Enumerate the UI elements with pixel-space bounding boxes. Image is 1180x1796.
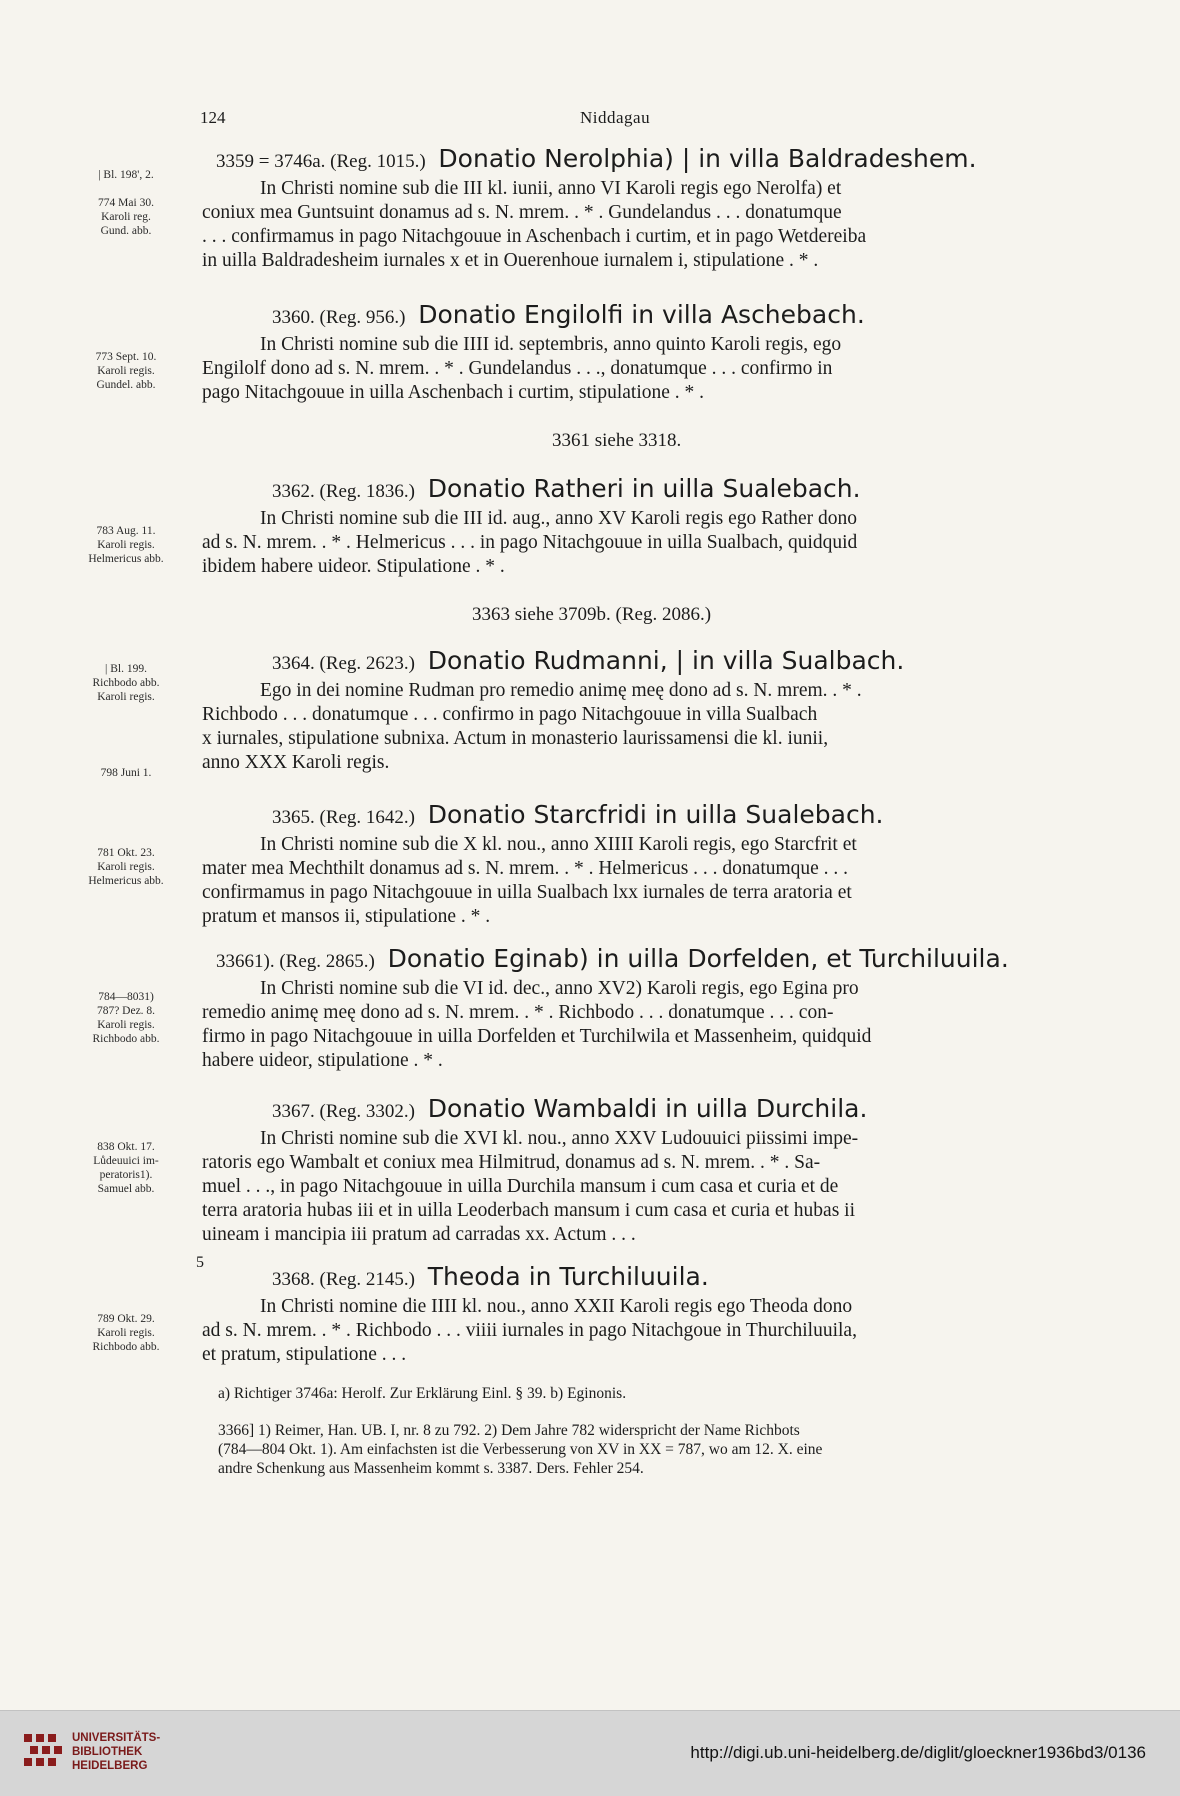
text-line: In Christi nomine die IIII kl. nou., anno XXII Karoli regis ego Theoda dono — [260, 1296, 853, 1317]
footnote-line: (784—804 Okt. 1). Am einfachsten ist die Verbesserung von XV in XX = 787, wo am 12. X. eine — [218, 1441, 823, 1458]
text-line: muel . . ., in pago Nitachgouue in uilla Durchila mansum i cum casa et curia et de — [202, 1176, 839, 1197]
text-line: ratoris ego Wambalt et coniux mea Hilmitrud, donamus ad s. N. mrem. . * . Sa- — [202, 1152, 821, 1173]
margin-note: 783 Aug. 11. Karoli regis. Helmericus abb. — [88, 525, 164, 565]
library-logo-icon — [22, 1728, 68, 1778]
text-line: uineam i mancipia iii pratum ad carradas xx. Actum . . . — [202, 1224, 636, 1245]
text-line: Ego in dei nomine Rudman pro remedio animę meę dono ad s. N. mrem. . * . — [260, 680, 862, 701]
text-line: ibidem habere uideor. Stipulatione . * . — [202, 556, 505, 577]
text-line: anno XXX Karoli regis. — [202, 752, 390, 773]
charter-entry — [202, 1094, 1072, 1247]
text-line: In Christi nomine sub die III id. aug., anno XV Karoli regis ego Rather dono — [260, 508, 857, 529]
charter-entry — [202, 646, 1072, 775]
charter-entry — [202, 1262, 1072, 1367]
text-line: terra aratoria hubas iii et in uilla Leoderbach mansum i cum casa et curia et hubas ii — [202, 1200, 855, 1221]
entry-heading: 3359 = 3746a. (Reg. 1015.) Donatio Nerolphia) | in villa Baldradeshem. — [216, 144, 977, 173]
text-line: pratum et mansos ii, stipulatione . * . — [202, 906, 491, 927]
text-line: coniux mea Guntsuint donamus ad s. N. mrem. . * . Gundelandus . . . donatumque — [202, 202, 842, 223]
charter-entry — [202, 800, 1072, 929]
entry-heading: 3367. (Reg. 3302.) Donatio Wambaldi in uilla Durchila. — [272, 1094, 868, 1123]
entry-heading: 33661). (Reg. 2865.) Donatio Eginab) in uilla Dorfelden, et Turchiluuila. — [216, 944, 1009, 973]
text-line: x iurnales, stipulatione subnixa. Actum in monasterio laurissamensi die kl. iunii, — [202, 728, 829, 749]
text-line: In Christi nomine sub die IIII id. septembris, anno quinto Karoli regis, ego — [260, 334, 842, 355]
library-name: UNIVERSITÄTS- BIBLIOTHEK HEIDELBERG — [72, 1732, 161, 1772]
margin-note: 781 Okt. 23. Karoli regis. Helmericus abb. — [88, 847, 164, 887]
text-line: ad s. N. mrem. . * . Richbodo . . . viiii iurnales in pago Nitachgoue in Thurchiluuila, — [202, 1320, 857, 1341]
margin-note: 838 Okt. 17. Lůdeuuici im- peratoris1). Samuel abb. — [93, 1141, 159, 1195]
text-line: confirmamus in pago Nitachgouue in uilla Sualbach lxx iurnales de terra aratoria et — [202, 882, 852, 903]
entry-heading: 3362. (Reg. 1836.) Donatio Ratheri in uilla Sualebach. — [272, 474, 861, 503]
text-line: In Christi nomine sub die XVI kl. nou., anno XXV Ludouuici piissimi impe- — [260, 1128, 859, 1149]
line-number: 5 — [196, 1254, 204, 1271]
text-line: remedio animę meę dono ad s. N. mrem. . * . Richbodo . . . donatumque . . . con- — [202, 1002, 834, 1023]
running-title: Niddagau — [580, 108, 651, 127]
text-line: mater mea Mechthilt donamus ad s. N. mrem. . * . Helmericus . . . donatumque . . . — [202, 858, 849, 879]
text-line: pago Nitachgouue in uilla Aschenbach i curtim, stipulatione . * . — [202, 382, 705, 403]
margin-note: | Bl. 198', 2. 774 Mai 30. Karoli reg. Gund. abb. — [98, 169, 154, 237]
charter-entry — [202, 944, 1072, 1073]
charter-entry — [202, 300, 1072, 405]
text-line: In Christi nomine sub die III kl. iunii, anno VI Karoli regis ego Nerolfa) et — [260, 178, 842, 199]
margin-note: | Bl. 199. Richbodo abb. Karoli regis. — [92, 663, 160, 703]
cross-reference: 3363 siehe 3709b. (Reg. 2086.) — [472, 604, 712, 625]
footnotes — [218, 1384, 1088, 1478]
text-line: et pratum, stipulatione . . . — [202, 1344, 407, 1365]
text-line: In Christi nomine sub die VI id. dec., anno XV2) Karoli regis, ego Egina pro — [260, 978, 859, 999]
text-line: . . . confirmamus in pago Nitachgouue in Aschenbach i curtim, et in pago Wetdereiba — [202, 226, 867, 247]
charter-entry — [202, 144, 1072, 273]
footnote-line: 3366] 1) Reimer, Han. UB. I, nr. 8 zu 792. 2) Dem Jahre 782 widerspricht der Name Richbots — [218, 1422, 800, 1439]
text-line: In Christi nomine sub die X kl. nou., anno XIIII Karoli regis, ego Starcfrit et — [260, 834, 857, 855]
margin-date: 798 Juni 1. — [100, 767, 152, 779]
margin-note: 789 Okt. 29. Karoli regis. Richbodo abb. — [92, 1313, 160, 1353]
entry-heading: 3364. (Reg. 2623.) Donatio Rudmanni, | in villa Sualbach. — [272, 646, 905, 675]
entry-heading: 3365. (Reg. 1642.) Donatio Starcfridi in uilla Sualebach. — [272, 800, 884, 829]
footnote-line: andre Schenkung aus Massenheim kommt s. 3387. Ders. Fehler 254. — [218, 1460, 644, 1477]
footnote-line: a) Richtiger 3746a: Herolf. Zur Erklärung Einl. § 39. b) Eginonis. — [218, 1385, 627, 1402]
margin-note: 784—8031) 787? Dez. 8. Karoli regis. Richbodo abb. — [92, 991, 160, 1045]
entry-heading: 3360. (Reg. 956.) Donatio Engilolfi in villa Aschebach. — [272, 300, 865, 329]
text-line: Richbodo . . . donatumque . . . confirmo in pago Nitachgouue in villa Sualbach — [202, 704, 818, 725]
charter-entry — [202, 474, 1072, 579]
text-line: in uilla Baldradesheim iurnales x et in Ouerenhoue iurnalem i, stipulatione . * . — [202, 250, 819, 271]
entry-heading: 3368. (Reg. 2145.) Theoda in Turchiluuila. — [272, 1262, 709, 1291]
text-line: habere uideor, stipulatione . * . — [202, 1050, 443, 1071]
cross-reference: 3361 siehe 3318. — [552, 430, 682, 451]
page-number: 124 — [200, 108, 226, 127]
text-line: ad s. N. mrem. . * . Helmericus . . . in pago Nitachgouue in uilla Sualbach, quidquid — [202, 532, 858, 553]
source-url-link[interactable]: http://digi.ub.uni-heidelberg.de/diglit/gloeckner1936bd3/0136 — [690, 1743, 1146, 1762]
text-line: Engilolf dono ad s. N. mrem. . * . Gundelandus . . ., donatumque . . . confirmo in — [202, 358, 833, 379]
library-footer-bar — [0, 1710, 1180, 1796]
margin-note: 773 Sept. 10. Karoli regis. Gundel. abb. — [95, 351, 157, 391]
text-line: firmo in pago Nitachgouue in uilla Dorfelden et Turchilwila et Massenheim, quidquid — [202, 1026, 872, 1047]
